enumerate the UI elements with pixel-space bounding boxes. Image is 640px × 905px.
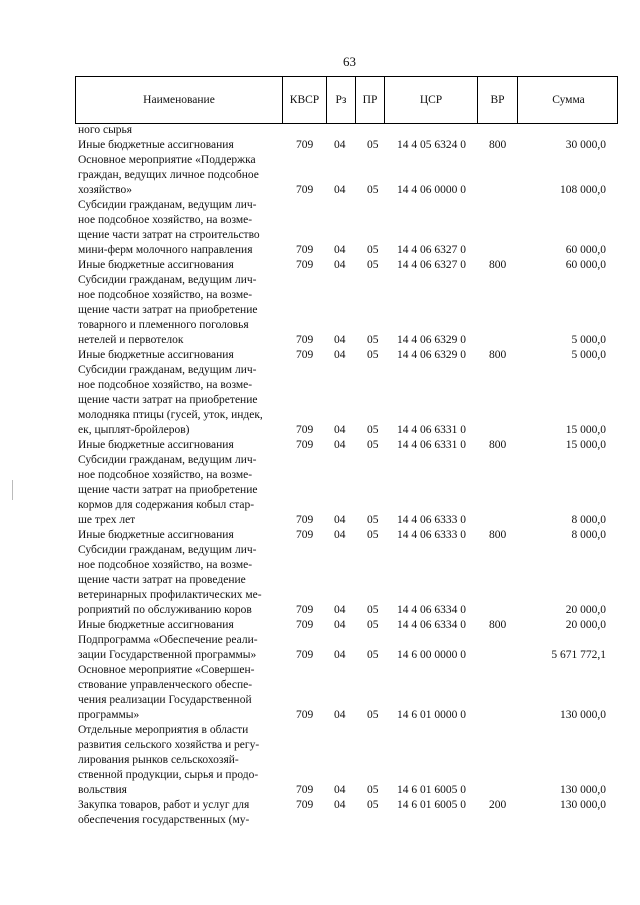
cell-rz: 04 [334,529,346,541]
header-vr: ВР [478,77,518,123]
row-name-line: ное подсобное хозяйство, на возме- [78,289,253,301]
table-row [78,123,618,138]
row-name-line: роприятий по обслуживанию коров [78,604,252,616]
header-name: Наименование [76,77,283,123]
table-row [78,663,618,723]
table-row [78,528,618,543]
row-name-line: ное подсобное хозяйство, на возме- [78,379,253,391]
cell-rz: 04 [334,244,346,256]
row-name-line: мини-ферм молочного направления [78,244,253,256]
cell-sum: 130 000,0 [560,799,606,811]
cell-csr: 14 6 01 6005 0 [397,799,466,811]
table-row [78,438,618,453]
row-name-line: Субсидии гражданам, ведущим лич- [78,544,257,556]
cell-kvsr: 709 [296,529,314,541]
cell-sum: 130 000,0 [560,784,606,796]
cell-rz: 04 [334,439,346,451]
table-row [78,723,618,798]
row-name-line: щение части затрат на строительство [78,229,260,241]
row-name-line: ного сырья [78,124,133,136]
row-name-line: ное подсобное хозяйство, на возме- [78,214,253,226]
cell-sum: 5 000,0 [571,334,606,346]
row-name-line: ное подсобное хозяйство, на возме- [78,559,253,571]
cell-csr: 14 4 06 6334 0 [397,619,466,631]
cell-kvsr: 709 [296,514,314,526]
row-name-line: щение части затрат на проведение [78,574,246,586]
table-row [78,198,618,258]
cell-pr: 05 [367,259,379,271]
row-name-line: Основное мероприятие «Поддержка [78,154,256,166]
row-name-line: Иные бюджетные ассигнования [78,139,234,151]
cell-csr: 14 4 06 6331 0 [397,439,466,451]
cell-csr: 14 6 00 0000 0 [397,649,466,661]
cell-sum: 108 000,0 [560,184,606,196]
cell-rz: 04 [334,604,346,616]
table-row [78,543,618,618]
table-header [75,76,618,124]
cell-sum: 60 000,0 [565,244,606,256]
cell-vr: 800 [489,259,507,271]
cell-kvsr: 709 [296,799,314,811]
row-name-line: Иные бюджетные ассигнования [78,619,234,631]
cell-csr: 14 4 06 6329 0 [397,349,466,361]
row-name-line: Субсидии гражданам, ведущим лич- [78,364,257,376]
table-row [78,138,618,153]
cell-pr: 05 [367,139,379,151]
cell-kvsr: 709 [296,184,314,196]
cell-sum: 5 671 772,1 [551,649,606,661]
cell-vr: 200 [489,799,507,811]
cell-kvsr: 709 [296,649,314,661]
row-name-line: щение части затрат на приобретение [78,394,258,406]
row-name-line: развития сельского хозяйства и регу- [78,739,260,751]
header-kvsr: КВСР [283,77,327,123]
cell-sum: 30 000,0 [565,139,606,151]
table-body [78,123,618,828]
cell-vr: 800 [489,619,507,631]
cell-rz: 04 [334,424,346,436]
header-rz: Рз [327,77,356,123]
cell-csr: 14 4 05 6324 0 [397,139,466,151]
row-name-line: щение части затрат на приобретение [78,304,258,316]
table-row [78,618,618,633]
cell-rz: 04 [334,349,346,361]
cell-csr: 14 4 06 6333 0 [397,514,466,526]
cell-kvsr: 709 [296,349,314,361]
cell-pr: 05 [367,529,379,541]
cell-kvsr: 709 [296,709,314,721]
cell-sum: 5 000,0 [571,349,606,361]
cell-sum: 15 000,0 [565,439,606,451]
cell-pr: 05 [367,709,379,721]
cell-rz: 04 [334,649,346,661]
cell-rz: 04 [334,799,346,811]
header-pr: ПР [356,77,385,123]
row-name-line: кормов для содержания кобыл стар- [78,499,255,511]
cell-pr: 05 [367,184,379,196]
cell-kvsr: 709 [296,439,314,451]
row-name-line: Иные бюджетные ассигнования [78,349,234,361]
cell-csr: 14 4 06 6333 0 [397,529,466,541]
cell-rz: 04 [334,334,346,346]
cell-rz: 04 [334,184,346,196]
cell-rz: 04 [334,139,346,151]
cell-kvsr: 709 [296,139,314,151]
table-row [78,633,618,663]
cell-sum: 20 000,0 [565,604,606,616]
cell-pr: 05 [367,649,379,661]
cell-rz: 04 [334,784,346,796]
cell-vr: 800 [489,439,507,451]
table-row [78,453,618,528]
cell-vr: 800 [489,139,507,151]
cell-kvsr: 709 [296,259,314,271]
cell-pr: 05 [367,784,379,796]
row-name-line: лирования рынков сельскохозяй- [78,754,239,766]
cell-sum: 130 000,0 [560,709,606,721]
cell-kvsr: 709 [296,334,314,346]
cell-rz: 04 [334,709,346,721]
row-name-line: Субсидии гражданам, ведущим лич- [78,274,257,286]
row-name-line: Иные бюджетные ассигнования [78,259,234,271]
row-name-line: ше трех лет [78,514,136,526]
row-name-line: молодняка птицы (гусей, уток, индек, [78,409,263,421]
cell-pr: 05 [367,604,379,616]
row-name-line: ек, цыплят-бройлеров) [78,424,190,436]
cell-pr: 05 [367,439,379,451]
table-row [78,153,618,198]
cell-rz: 04 [334,619,346,631]
cell-csr: 14 4 06 6334 0 [397,604,466,616]
cell-csr: 14 4 06 6331 0 [397,424,466,436]
cell-csr: 14 4 06 6327 0 [397,259,466,271]
cell-vr: 800 [489,529,507,541]
table-row [78,258,618,273]
row-name-line: Закупка товаров, работ и услуг для [78,799,250,811]
table-row [78,798,618,828]
row-name-line: Иные бюджетные ассигнования [78,529,234,541]
row-name-line: ствование управленческого обеспе- [78,679,253,691]
row-name-line: вольствия [78,784,127,796]
row-name-line: товарного и племенного поголовья [78,319,249,331]
row-name-line: чения реализации Государственной [78,694,252,706]
header-sum: Сумма [552,94,585,106]
cell-kvsr: 709 [296,244,314,256]
cell-csr: 14 6 01 6005 0 [397,784,466,796]
row-name-line: Подпрограмма «Обеспечение реали- [78,634,258,646]
cell-csr: 14 6 01 0000 0 [397,709,466,721]
cell-sum: 15 000,0 [565,424,606,436]
row-name-line: программы» [78,709,140,721]
row-name-line: граждан, ведущих личное подсобное [78,169,259,181]
cell-kvsr: 709 [296,424,314,436]
row-name-line: обеспечения государственных (му- [78,814,250,826]
row-name-line: Субсидии гражданам, ведущим лич- [78,199,257,211]
row-name-line: щение части затрат на приобретение [78,484,258,496]
cell-sum: 8 000,0 [571,529,606,541]
table-row [78,348,618,363]
row-name-line: нетелей и первотелок [78,334,184,346]
cell-kvsr: 709 [296,784,314,796]
cell-pr: 05 [367,619,379,631]
margin-mark [12,480,13,500]
cell-csr: 14 4 06 6329 0 [397,334,466,346]
cell-kvsr: 709 [296,604,314,616]
page-number: 63 [343,54,356,69]
cell-pr: 05 [367,334,379,346]
cell-kvsr: 709 [296,619,314,631]
cell-pr: 05 [367,244,379,256]
cell-pr: 05 [367,349,379,361]
cell-pr: 05 [367,424,379,436]
row-name-line: Субсидии гражданам, ведущим лич- [78,454,257,466]
cell-sum: 20 000,0 [565,619,606,631]
cell-rz: 04 [334,259,346,271]
cell-pr: 05 [367,799,379,811]
cell-sum: 8 000,0 [571,514,606,526]
table-row [78,273,618,348]
row-name-line: Основное мероприятие «Совершен- [78,664,255,676]
cell-vr: 800 [489,349,507,361]
table-row [78,363,618,438]
cell-csr: 14 4 06 0000 0 [397,184,466,196]
row-name-line: ственной продукции, сырья и продо- [78,769,259,781]
row-name-line: ветеринарных профилактических ме- [78,589,262,601]
row-name-line: Отдельные мероприятия в области [78,724,249,736]
cell-pr: 05 [367,514,379,526]
row-name-line: зации Государственной программы» [78,649,257,661]
row-name-line: Иные бюджетные ассигнования [78,439,234,451]
cell-sum: 60 000,0 [565,259,606,271]
cell-csr: 14 4 06 6327 0 [397,244,466,256]
header-csr: ЦСР [385,77,478,123]
row-name-line: хозяйство» [78,184,133,196]
cell-rz: 04 [334,514,346,526]
row-name-line: ное подсобное хозяйство, на возме- [78,469,253,481]
